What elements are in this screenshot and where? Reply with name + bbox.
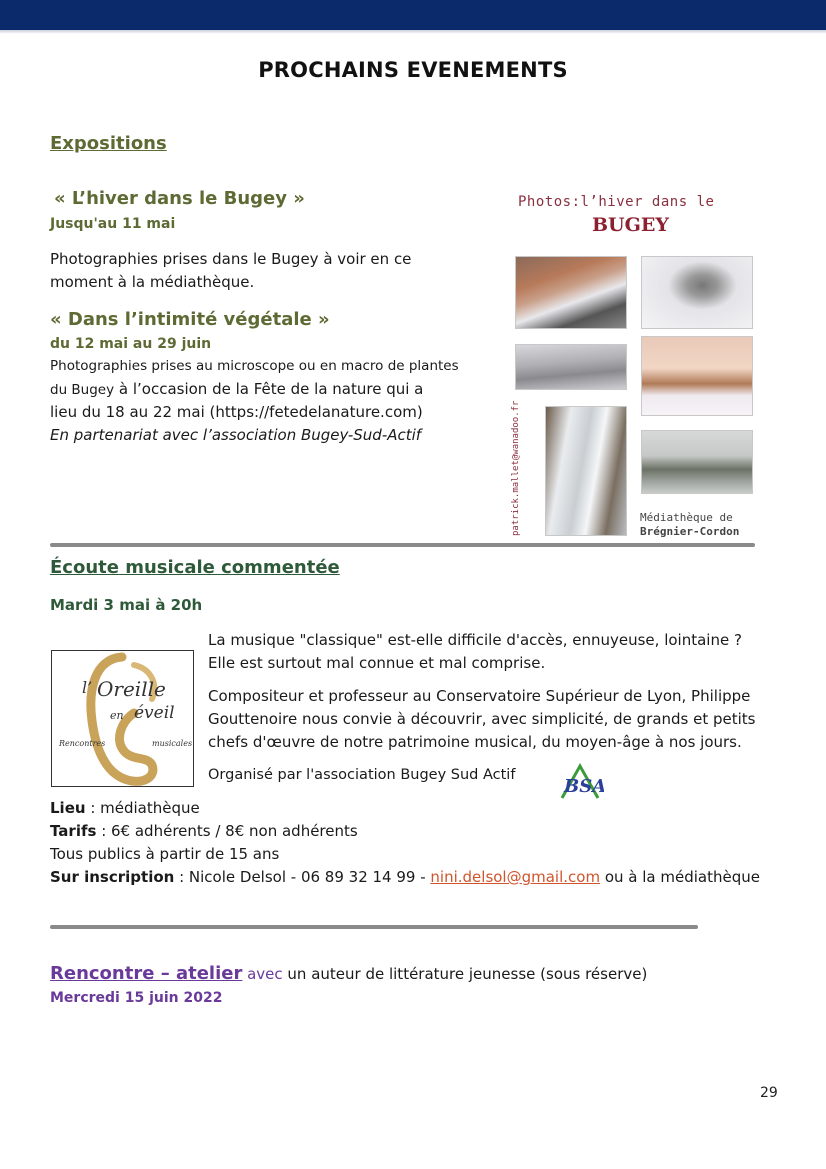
top-banner: [0, 0, 826, 30]
rencontre-date: Mercredi 15 juin 2022: [50, 990, 223, 1006]
expo2-line2: [50, 378, 423, 402]
expositions-heading: Expositions: [50, 133, 167, 154]
photo-frozen-waterfall: [545, 406, 627, 536]
poster-line2: BUGEY: [592, 214, 669, 236]
bsa-logo: [556, 762, 604, 806]
expo2-line4: En partenariat avec l’association Bugey-Sud-Actif: [50, 426, 422, 444]
section-divider-2: [50, 925, 698, 929]
photo-snow-tree: [641, 256, 753, 329]
poster-line1: Photos:l’hiver dans le: [518, 194, 715, 210]
photo-pink-sunset: [641, 336, 753, 416]
lieu-value: : médiathèque: [85, 799, 200, 817]
page-title: PROCHAINS EVENEMENTS: [258, 58, 568, 82]
tarifs-value: : 6€ adhérents / 8€ non adhérents: [96, 822, 358, 840]
inscription-label: Sur inscription: [50, 868, 175, 886]
photo-foggy-lake: [641, 430, 753, 494]
ecoute-p2-line2: Gouttenoire nous convie à découvrir, avec simplicité, de grands et petits: [208, 710, 756, 728]
expo2-line2-rest: à l’occasion de la Fête de la nature qui a: [114, 380, 424, 398]
photo-snow-hills: [515, 344, 627, 390]
ecoute-date: Mardi 3 mai à 20h: [50, 596, 203, 614]
expo2-line1: Photographies prises au microscope ou en macro de plantes: [50, 358, 459, 374]
bsa-logo-text: BSA: [564, 776, 604, 797]
inscription-value: : Nicole Delsol - 06 89 32 14 99 -: [174, 868, 431, 886]
section-divider-1: [50, 543, 755, 547]
expo1-text-line1: Photographies prises dans le Bugey à voir en ce: [50, 250, 412, 268]
ecoute-p2-line3: chefs d'œuvre de notre patrimoine musical, du moyen-âge à nos jours.: [208, 733, 742, 751]
oreille-en-eveil-logo: [51, 650, 194, 787]
lieu-line: [50, 797, 200, 820]
ecoute-organised: Organisé par l'association Bugey Sud Actif: [208, 767, 516, 783]
rencontre-rest: un auteur de littérature jeunesse (sous réserve): [282, 965, 648, 983]
bsa-logo-icon: [556, 762, 604, 802]
poster-footer-line2: Brégnier-Cordon: [640, 525, 740, 538]
expo1-text-line2: moment à la médiathèque.: [50, 273, 255, 291]
tarifs-line: [50, 820, 358, 843]
top-banner-shadow: [0, 30, 826, 34]
rencontre-avec: avec: [242, 965, 283, 983]
logo-en: en: [110, 709, 124, 722]
ecoute-p1-line2: Elle est surtout mal connue et mal comprise.: [208, 654, 546, 672]
logo-eveil: éveil: [134, 703, 175, 723]
tarifs-label: Tarifs: [50, 822, 97, 840]
rencontre-line: [50, 962, 647, 986]
logo-musicales: musicales: [152, 739, 193, 748]
poster-footer-line1: Médiathèque de: [640, 511, 733, 524]
lieu-label: Lieu: [50, 799, 86, 817]
logo-rencontres: Rencontres: [59, 739, 106, 748]
logo-oreille: Oreille: [97, 677, 166, 701]
inscription-line: [50, 866, 760, 889]
ecoute-heading: Écoute musicale commentée: [50, 557, 340, 578]
photo-winter-road: [515, 256, 627, 329]
logo-l: l’: [82, 678, 93, 697]
expo1-title: « L’hiver dans le Bugey »: [54, 188, 305, 209]
ecoute-p1-line1: La musique "classique" est-elle difficile d'accès, ennuyeuse, lointaine ?: [208, 631, 742, 649]
expo1-date: Jusqu'au 11 mai: [50, 216, 176, 232]
expo-poster: [508, 186, 763, 542]
publics-line: Tous publics à partir de 15 ans: [50, 845, 280, 863]
expo2-title: « Dans l’intimité végétale »: [50, 309, 330, 330]
expo2-line3: lieu du 18 au 22 mai (https://fetedelanature.com): [50, 403, 423, 421]
page-number: 29: [760, 1085, 778, 1101]
expo2-date: du 12 mai au 29 juin: [50, 336, 212, 352]
expo2-line2-small: du Bugey: [50, 382, 115, 398]
poster-side-text: patrick.mallet@wanadoo.fr: [511, 400, 521, 536]
inscription-end: ou à la médiathèque: [600, 868, 760, 886]
ecoute-p2-line1: Compositeur et professeur au Conservatoire Supérieur de Lyon, Philippe: [208, 687, 751, 705]
email-link[interactable]: nini.delsol@gmail.com: [430, 868, 601, 886]
rencontre-heading: Rencontre – atelier: [50, 963, 243, 984]
